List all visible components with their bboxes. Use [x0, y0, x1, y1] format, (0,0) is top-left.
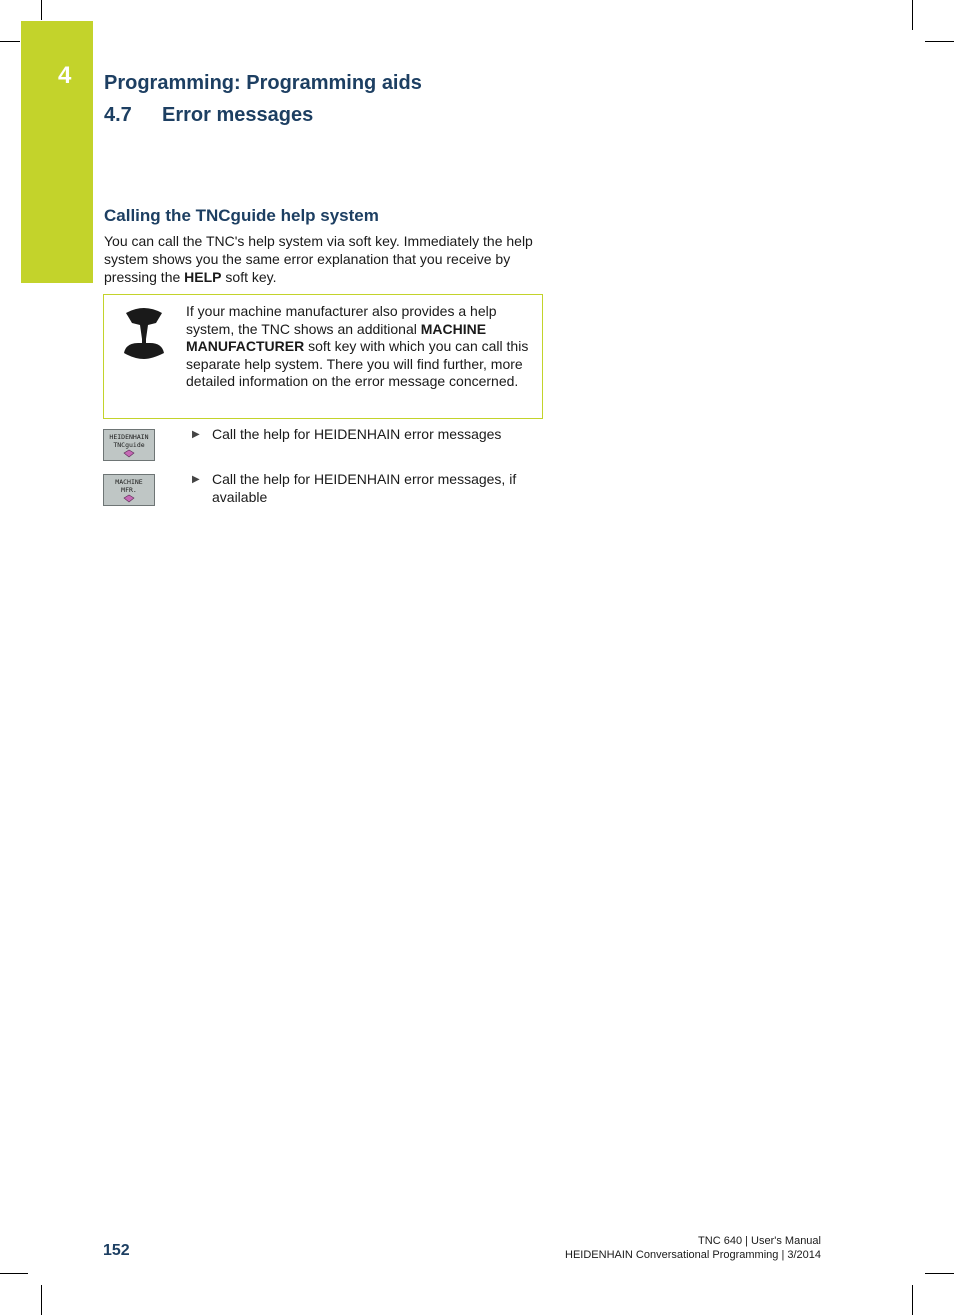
help-key-name: HELP [184, 269, 222, 285]
softkey-label: MFR. [121, 486, 137, 494]
footer-line: TNC 640 | User's Manual [698, 1235, 821, 1247]
note-text [186, 303, 536, 391]
crop-mark [0, 41, 20, 42]
footer-line: HEIDENHAIN Conversational Programming | 3/2014 [565, 1249, 821, 1261]
intro-paragraph [104, 232, 546, 286]
step-tncguide [192, 426, 532, 444]
crop-mark [41, 0, 42, 20]
intro-text: You can call the TNC's help system via soft key. Immediately the help system shows you the same error explanation that you receive by pressing the [104, 233, 533, 285]
crop-mark [0, 1273, 28, 1274]
step-text: Call the help for HEIDENHAIN error messages [212, 426, 502, 442]
crop-mark [912, 1285, 913, 1315]
subsection-heading: Calling the TNCguide help system [104, 206, 379, 225]
softkey-label: HEIDENHAIN [109, 433, 149, 441]
heidenhain-tncguide-softkey[interactable] [103, 429, 155, 461]
step-arrow-icon: ▶ [192, 429, 200, 440]
note-text-end: soft key with which you can call this separate help system. There you will find further, more detailed information on the error message concerned. [186, 338, 529, 390]
chapter-tab [21, 21, 93, 283]
chapter-title: Programming: Programming aids [104, 72, 422, 94]
footer [565, 1234, 821, 1262]
section-header [104, 104, 313, 127]
section-number: 4.7 [104, 104, 132, 126]
step-machine-mfr [192, 471, 532, 506]
softkey-label: TNCguide [113, 441, 145, 449]
note-text-start: If your machine manufacturer also provides a help system, the TNC shows an additional [186, 303, 497, 337]
crop-mark [925, 41, 954, 42]
step-text: Call the help for HEIDENHAIN error messages, if available [212, 471, 517, 505]
chapter-number: 4 [58, 62, 72, 89]
crop-mark [925, 1273, 954, 1274]
section-title: Error messages [162, 104, 314, 126]
step-arrow-icon: ▶ [192, 474, 200, 485]
intro-text-end: soft key. [221, 269, 277, 285]
machine-mfr-softkey[interactable] [103, 474, 155, 506]
book-icon [123, 449, 135, 458]
crop-mark [41, 1285, 42, 1315]
machine-manufacturer-key: MACHINE MANUFACTURER [186, 320, 487, 355]
page-number: 152 [103, 1242, 130, 1259]
manufacturer-note [103, 294, 543, 419]
book-icon [123, 494, 135, 503]
machine-manufacturer-icon [122, 305, 166, 361]
crop-mark [912, 0, 913, 30]
softkey-label: MACHINE [115, 478, 143, 486]
